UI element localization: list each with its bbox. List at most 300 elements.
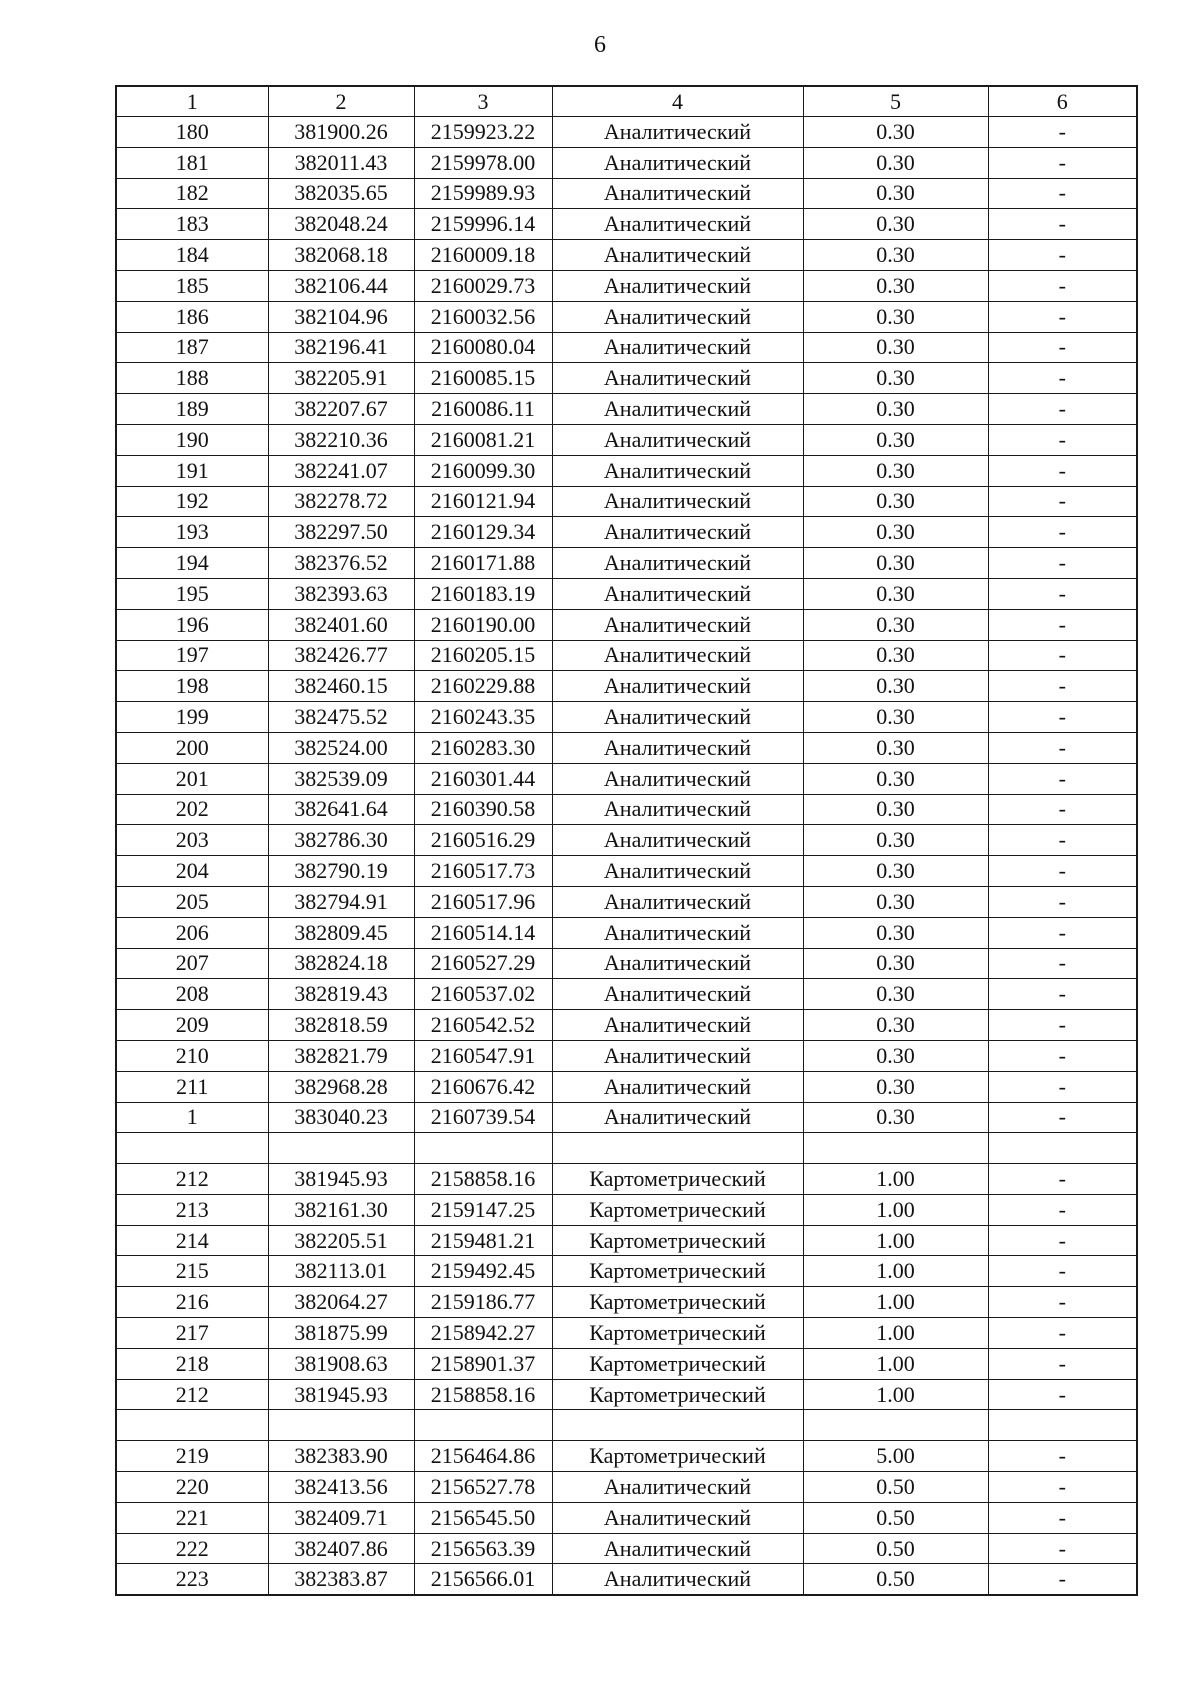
- accuracy-cell: 0.30: [803, 640, 988, 671]
- method-cell: Аналитический: [552, 1102, 803, 1133]
- method-cell: Аналитический: [552, 825, 803, 856]
- note-cell: -: [988, 548, 1137, 579]
- y-coordinate-cell: 2159989.93: [414, 178, 552, 209]
- table-row: [116, 301, 1137, 332]
- method-cell: Аналитический: [552, 1071, 803, 1102]
- x-coordinate-cell: 382161.30: [268, 1194, 414, 1225]
- point-number-cell: 199: [116, 702, 268, 733]
- y-coordinate-cell: 2158858.16: [414, 1379, 552, 1410]
- method-cell: Аналитический: [552, 886, 803, 917]
- method-cell: Аналитический: [552, 117, 803, 148]
- note-cell: -: [988, 332, 1137, 363]
- method-cell: Аналитический: [552, 1533, 803, 1564]
- accuracy-cell: 0.30: [803, 671, 988, 702]
- y-coordinate-cell: 2160086.11: [414, 394, 552, 425]
- accuracy-cell: 0.30: [803, 609, 988, 640]
- y-coordinate-cell: 2159978.00: [414, 147, 552, 178]
- table-row: [116, 640, 1137, 671]
- table-row: [116, 548, 1137, 579]
- accuracy-cell: 0.30: [803, 948, 988, 979]
- note-cell: -: [988, 1194, 1137, 1225]
- point-number-cell: 189: [116, 394, 268, 425]
- y-coordinate-cell: 2158858.16: [414, 1164, 552, 1195]
- note-cell: -: [988, 301, 1137, 332]
- accuracy-cell: 0.30: [803, 763, 988, 794]
- accuracy-cell: 0.30: [803, 1102, 988, 1133]
- table-row: [116, 424, 1137, 455]
- column-header: 4: [552, 86, 803, 117]
- accuracy-cell: 0.30: [803, 1040, 988, 1071]
- table-row: [116, 1533, 1137, 1564]
- note-cell: -: [988, 455, 1137, 486]
- y-coordinate-cell: 2156563.39: [414, 1533, 552, 1564]
- accuracy-cell: 0.50: [803, 1472, 988, 1503]
- x-coordinate-cell: 382205.91: [268, 363, 414, 394]
- x-coordinate-cell: 381908.63: [268, 1348, 414, 1379]
- accuracy-cell: 0.30: [803, 825, 988, 856]
- accuracy-cell: 0.30: [803, 794, 988, 825]
- note-cell: -: [988, 917, 1137, 948]
- y-coordinate-cell: 2160542.52: [414, 1010, 552, 1041]
- table-header-row: [116, 86, 1137, 117]
- note-cell: -: [988, 1502, 1137, 1533]
- method-cell: Аналитический: [552, 917, 803, 948]
- accuracy-cell: 0.30: [803, 548, 988, 579]
- point-number-cell: 193: [116, 517, 268, 548]
- table-row: [116, 178, 1137, 209]
- y-coordinate-cell: 2160527.29: [414, 948, 552, 979]
- x-coordinate-cell: 382297.50: [268, 517, 414, 548]
- accuracy-cell: 0.50: [803, 1564, 988, 1595]
- method-cell: Аналитический: [552, 517, 803, 548]
- table-row: [116, 517, 1137, 548]
- method-cell: Картометрический: [552, 1379, 803, 1410]
- table-row: [116, 1441, 1137, 1472]
- note-cell: -: [988, 517, 1137, 548]
- point-number-cell: 206: [116, 917, 268, 948]
- y-coordinate-cell: 2160514.14: [414, 917, 552, 948]
- accuracy-cell: 0.30: [803, 979, 988, 1010]
- x-coordinate-cell: 382413.56: [268, 1472, 414, 1503]
- note-cell: -: [988, 1040, 1137, 1071]
- point-number-cell: 205: [116, 886, 268, 917]
- method-cell: Аналитический: [552, 640, 803, 671]
- accuracy-cell: 0.30: [803, 856, 988, 887]
- method-cell: Аналитический: [552, 455, 803, 486]
- note-cell: -: [988, 424, 1137, 455]
- y-coordinate-cell: 2160032.56: [414, 301, 552, 332]
- y-coordinate-cell: 2160547.91: [414, 1040, 552, 1071]
- y-coordinate-cell: 2160190.00: [414, 609, 552, 640]
- x-coordinate-cell: 382641.64: [268, 794, 414, 825]
- x-coordinate-cell: 382524.00: [268, 732, 414, 763]
- accuracy-cell: 0.30: [803, 363, 988, 394]
- note-cell: -: [988, 1287, 1137, 1318]
- y-coordinate-cell: 2160390.58: [414, 794, 552, 825]
- x-coordinate-cell: 381900.26: [268, 117, 414, 148]
- point-number-cell: 195: [116, 578, 268, 609]
- point-number-cell: 222: [116, 1533, 268, 1564]
- x-coordinate-cell: 382794.91: [268, 886, 414, 917]
- x-coordinate-cell: 382460.15: [268, 671, 414, 702]
- note-cell: -: [988, 856, 1137, 887]
- column-header: 3: [414, 86, 552, 117]
- y-coordinate-cell: 2160283.30: [414, 732, 552, 763]
- x-coordinate-cell: 383040.23: [268, 1102, 414, 1133]
- x-coordinate-cell: 382539.09: [268, 763, 414, 794]
- point-number-cell: 191: [116, 455, 268, 486]
- method-cell: Аналитический: [552, 856, 803, 887]
- accuracy-cell: 1.00: [803, 1164, 988, 1195]
- note-cell: -: [988, 1102, 1137, 1133]
- x-coordinate-cell: 382048.24: [268, 209, 414, 240]
- y-coordinate-cell: 2160121.94: [414, 486, 552, 517]
- point-number-cell: 220: [116, 1472, 268, 1503]
- table-row: [116, 1472, 1137, 1503]
- note-cell: -: [988, 702, 1137, 733]
- point-number-cell: 210: [116, 1040, 268, 1071]
- table-row: [116, 1133, 1137, 1164]
- method-cell: Аналитический: [552, 794, 803, 825]
- table-row: [116, 455, 1137, 486]
- x-coordinate-cell: 382409.71: [268, 1502, 414, 1533]
- table-row: [116, 856, 1137, 887]
- x-coordinate-cell: 382821.79: [268, 1040, 414, 1071]
- method-cell: Картометрический: [552, 1225, 803, 1256]
- method-cell: Аналитический: [552, 548, 803, 579]
- y-coordinate-cell: 2160171.88: [414, 548, 552, 579]
- x-coordinate-cell: 382819.43: [268, 979, 414, 1010]
- point-number-cell: 212: [116, 1164, 268, 1195]
- accuracy-cell: 1.00: [803, 1194, 988, 1225]
- table-row: [116, 578, 1137, 609]
- point-number-cell: 201: [116, 763, 268, 794]
- y-coordinate-cell: 2160085.15: [414, 363, 552, 394]
- table-row: [116, 1379, 1137, 1410]
- x-coordinate-cell: 382011.43: [268, 147, 414, 178]
- method-cell: Аналитический: [552, 209, 803, 240]
- accuracy-cell: 0.30: [803, 209, 988, 240]
- note-cell: -: [988, 117, 1137, 148]
- accuracy-cell: 1.00: [803, 1287, 988, 1318]
- point-number-cell: 207: [116, 948, 268, 979]
- point-number-cell: 181: [116, 147, 268, 178]
- method-cell: Аналитический: [552, 979, 803, 1010]
- accuracy-cell: 0.30: [803, 117, 988, 148]
- note-cell: -: [988, 763, 1137, 794]
- point-number-cell: 184: [116, 240, 268, 271]
- y-coordinate-cell: 2160129.34: [414, 517, 552, 548]
- note-cell: -: [988, 794, 1137, 825]
- note-cell: -: [988, 1348, 1137, 1379]
- y-coordinate-cell: 2159147.25: [414, 1194, 552, 1225]
- accuracy-cell: 0.50: [803, 1533, 988, 1564]
- method-cell: Картометрический: [552, 1287, 803, 1318]
- table-row: [116, 1410, 1137, 1441]
- table-row: [116, 1071, 1137, 1102]
- note-cell: -: [988, 979, 1137, 1010]
- accuracy-cell: 0.30: [803, 1010, 988, 1041]
- y-coordinate-cell: 2160081.21: [414, 424, 552, 455]
- x-coordinate-cell: 382786.30: [268, 825, 414, 856]
- method-cell: Аналитический: [552, 763, 803, 794]
- table-row: [116, 1502, 1137, 1533]
- x-coordinate-cell: 382383.90: [268, 1441, 414, 1472]
- note-cell: [988, 1133, 1137, 1164]
- x-coordinate-cell: 382207.67: [268, 394, 414, 425]
- method-cell: Аналитический: [552, 1502, 803, 1533]
- point-number-cell: 217: [116, 1318, 268, 1349]
- method-cell: Аналитический: [552, 948, 803, 979]
- point-number-cell: 1: [116, 1102, 268, 1133]
- point-number-cell: [116, 1410, 268, 1441]
- method-cell: Картометрический: [552, 1256, 803, 1287]
- note-cell: -: [988, 178, 1137, 209]
- accuracy-cell: 0.30: [803, 702, 988, 733]
- method-cell: Картометрический: [552, 1194, 803, 1225]
- table-row: [116, 394, 1137, 425]
- y-coordinate-cell: 2160009.18: [414, 240, 552, 271]
- y-coordinate-cell: 2158901.37: [414, 1348, 552, 1379]
- note-cell: -: [988, 609, 1137, 640]
- table-row: [116, 763, 1137, 794]
- y-coordinate-cell: 2160739.54: [414, 1102, 552, 1133]
- y-coordinate-cell: 2160229.88: [414, 671, 552, 702]
- x-coordinate-cell: 382383.87: [268, 1564, 414, 1595]
- x-coordinate-cell: 382196.41: [268, 332, 414, 363]
- x-coordinate-cell: 382475.52: [268, 702, 414, 733]
- method-cell: Картометрический: [552, 1318, 803, 1349]
- accuracy-cell: 0.30: [803, 394, 988, 425]
- note-cell: -: [988, 1318, 1137, 1349]
- x-coordinate-cell: 382104.96: [268, 301, 414, 332]
- x-coordinate-cell: 381945.93: [268, 1379, 414, 1410]
- y-coordinate-cell: 2160517.73: [414, 856, 552, 887]
- point-number-cell: 198: [116, 671, 268, 702]
- note-cell: -: [988, 1472, 1137, 1503]
- table-row: [116, 209, 1137, 240]
- y-coordinate-cell: 2160676.42: [414, 1071, 552, 1102]
- y-coordinate-cell: 2159996.14: [414, 209, 552, 240]
- method-cell: Аналитический: [552, 1564, 803, 1595]
- x-coordinate-cell: 382809.45: [268, 917, 414, 948]
- point-number-cell: 187: [116, 332, 268, 363]
- x-coordinate-cell: 382068.18: [268, 240, 414, 271]
- table-row: [116, 363, 1137, 394]
- method-cell: Аналитический: [552, 332, 803, 363]
- note-cell: -: [988, 209, 1137, 240]
- x-coordinate-cell: 382241.07: [268, 455, 414, 486]
- method-cell: Аналитический: [552, 732, 803, 763]
- accuracy-cell: 0.30: [803, 301, 988, 332]
- accuracy-cell: 0.50: [803, 1502, 988, 1533]
- table-row: [116, 702, 1137, 733]
- point-number-cell: 182: [116, 178, 268, 209]
- x-coordinate-cell: 382790.19: [268, 856, 414, 887]
- note-cell: -: [988, 948, 1137, 979]
- point-number-cell: 202: [116, 794, 268, 825]
- y-coordinate-cell: 2160080.04: [414, 332, 552, 363]
- note-cell: -: [988, 886, 1137, 917]
- method-cell: Аналитический: [552, 147, 803, 178]
- x-coordinate-cell: 382376.52: [268, 548, 414, 579]
- y-coordinate-cell: [414, 1410, 552, 1441]
- accuracy-cell: 0.30: [803, 917, 988, 948]
- method-cell: Аналитический: [552, 270, 803, 301]
- point-number-cell: 194: [116, 548, 268, 579]
- accuracy-cell: 1.00: [803, 1318, 988, 1349]
- method-cell: Аналитический: [552, 1010, 803, 1041]
- method-cell: Аналитический: [552, 1472, 803, 1503]
- x-coordinate-cell: 382106.44: [268, 270, 414, 301]
- x-coordinate-cell: 382824.18: [268, 948, 414, 979]
- accuracy-cell: 1.00: [803, 1348, 988, 1379]
- y-coordinate-cell: 2159492.45: [414, 1256, 552, 1287]
- method-cell: Аналитический: [552, 1040, 803, 1071]
- x-coordinate-cell: 382205.51: [268, 1225, 414, 1256]
- x-coordinate-cell: 382401.60: [268, 609, 414, 640]
- accuracy-cell: 0.30: [803, 517, 988, 548]
- note-cell: -: [988, 1533, 1137, 1564]
- accuracy-cell: 0.30: [803, 886, 988, 917]
- method-cell: Картометрический: [552, 1164, 803, 1195]
- accuracy-cell: 0.30: [803, 147, 988, 178]
- y-coordinate-cell: 2160183.19: [414, 578, 552, 609]
- note-cell: -: [988, 671, 1137, 702]
- point-number-cell: 218: [116, 1348, 268, 1379]
- method-cell: Картометрический: [552, 1441, 803, 1472]
- y-coordinate-cell: 2159186.77: [414, 1287, 552, 1318]
- table-row: [116, 886, 1137, 917]
- point-number-cell: 192: [116, 486, 268, 517]
- y-coordinate-cell: 2156545.50: [414, 1502, 552, 1533]
- note-cell: -: [988, 363, 1137, 394]
- note-cell: -: [988, 1441, 1137, 1472]
- accuracy-cell: 0.30: [803, 424, 988, 455]
- method-cell: Аналитический: [552, 394, 803, 425]
- note-cell: -: [988, 486, 1137, 517]
- accuracy-cell: 0.30: [803, 578, 988, 609]
- x-coordinate-cell: [268, 1410, 414, 1441]
- table-row: [116, 1287, 1137, 1318]
- accuracy-cell: 1.00: [803, 1256, 988, 1287]
- note-cell: -: [988, 732, 1137, 763]
- point-number-cell: 221: [116, 1502, 268, 1533]
- note-cell: -: [988, 240, 1137, 271]
- table-row: [116, 147, 1137, 178]
- method-cell: Аналитический: [552, 301, 803, 332]
- table-row: [116, 1040, 1137, 1071]
- y-coordinate-cell: 2160301.44: [414, 763, 552, 794]
- accuracy-cell: 0.30: [803, 240, 988, 271]
- y-coordinate-cell: 2159481.21: [414, 1225, 552, 1256]
- table-row: [116, 1256, 1137, 1287]
- accuracy-cell: 0.30: [803, 332, 988, 363]
- method-cell: Аналитический: [552, 178, 803, 209]
- point-number-cell: 200: [116, 732, 268, 763]
- note-cell: -: [988, 1164, 1137, 1195]
- accuracy-cell: 1.00: [803, 1225, 988, 1256]
- point-number-cell: 212: [116, 1379, 268, 1410]
- point-number-cell: 204: [116, 856, 268, 887]
- point-number-cell: 197: [116, 640, 268, 671]
- y-coordinate-cell: 2158942.27: [414, 1318, 552, 1349]
- x-coordinate-cell: 382426.77: [268, 640, 414, 671]
- table-row: [116, 240, 1137, 271]
- method-cell: Аналитический: [552, 671, 803, 702]
- table-row: [116, 270, 1137, 301]
- coordinates-table: [115, 85, 1138, 1596]
- table-row: [116, 1564, 1137, 1595]
- y-coordinate-cell: 2160029.73: [414, 270, 552, 301]
- y-coordinate-cell: 2160243.35: [414, 702, 552, 733]
- note-cell: -: [988, 147, 1137, 178]
- note-cell: -: [988, 394, 1137, 425]
- method-cell: Аналитический: [552, 702, 803, 733]
- page-number: 6: [594, 32, 606, 58]
- note-cell: -: [988, 578, 1137, 609]
- table-row: [116, 332, 1137, 363]
- point-number-cell: 196: [116, 609, 268, 640]
- note-cell: -: [988, 640, 1137, 671]
- method-cell: Аналитический: [552, 240, 803, 271]
- y-coordinate-cell: 2160516.29: [414, 825, 552, 856]
- note-cell: -: [988, 1225, 1137, 1256]
- x-coordinate-cell: 381945.93: [268, 1164, 414, 1195]
- accuracy-cell: [803, 1133, 988, 1164]
- x-coordinate-cell: 382210.36: [268, 424, 414, 455]
- point-number-cell: 190: [116, 424, 268, 455]
- table-row: [116, 1348, 1137, 1379]
- note-cell: -: [988, 1379, 1137, 1410]
- note-cell: -: [988, 1071, 1137, 1102]
- table-row: [116, 825, 1137, 856]
- note-cell: -: [988, 270, 1137, 301]
- x-coordinate-cell: 381875.99: [268, 1318, 414, 1349]
- accuracy-cell: 0.30: [803, 1071, 988, 1102]
- table-row: [116, 948, 1137, 979]
- point-number-cell: 215: [116, 1256, 268, 1287]
- point-number-cell: 223: [116, 1564, 268, 1595]
- note-cell: -: [988, 1010, 1137, 1041]
- x-coordinate-cell: [268, 1133, 414, 1164]
- column-header: 1: [116, 86, 268, 117]
- y-coordinate-cell: 2156566.01: [414, 1564, 552, 1595]
- note-cell: -: [988, 1256, 1137, 1287]
- table-row: [116, 1318, 1137, 1349]
- x-coordinate-cell: 382113.01: [268, 1256, 414, 1287]
- point-number-cell: 180: [116, 117, 268, 148]
- table-body: [116, 117, 1137, 1596]
- accuracy-cell: 0.30: [803, 270, 988, 301]
- method-cell: Аналитический: [552, 424, 803, 455]
- point-number-cell: 213: [116, 1194, 268, 1225]
- table-row: [116, 1102, 1137, 1133]
- y-coordinate-cell: 2160517.96: [414, 886, 552, 917]
- table-row: [116, 486, 1137, 517]
- x-coordinate-cell: 382064.27: [268, 1287, 414, 1318]
- method-cell: [552, 1133, 803, 1164]
- column-header: 5: [803, 86, 988, 117]
- table-row: [116, 671, 1137, 702]
- x-coordinate-cell: 382968.28: [268, 1071, 414, 1102]
- y-coordinate-cell: 2156464.86: [414, 1441, 552, 1472]
- accuracy-cell: [803, 1410, 988, 1441]
- note-cell: -: [988, 1564, 1137, 1595]
- point-number-cell: 188: [116, 363, 268, 394]
- method-cell: Картометрический: [552, 1348, 803, 1379]
- accuracy-cell: 0.30: [803, 486, 988, 517]
